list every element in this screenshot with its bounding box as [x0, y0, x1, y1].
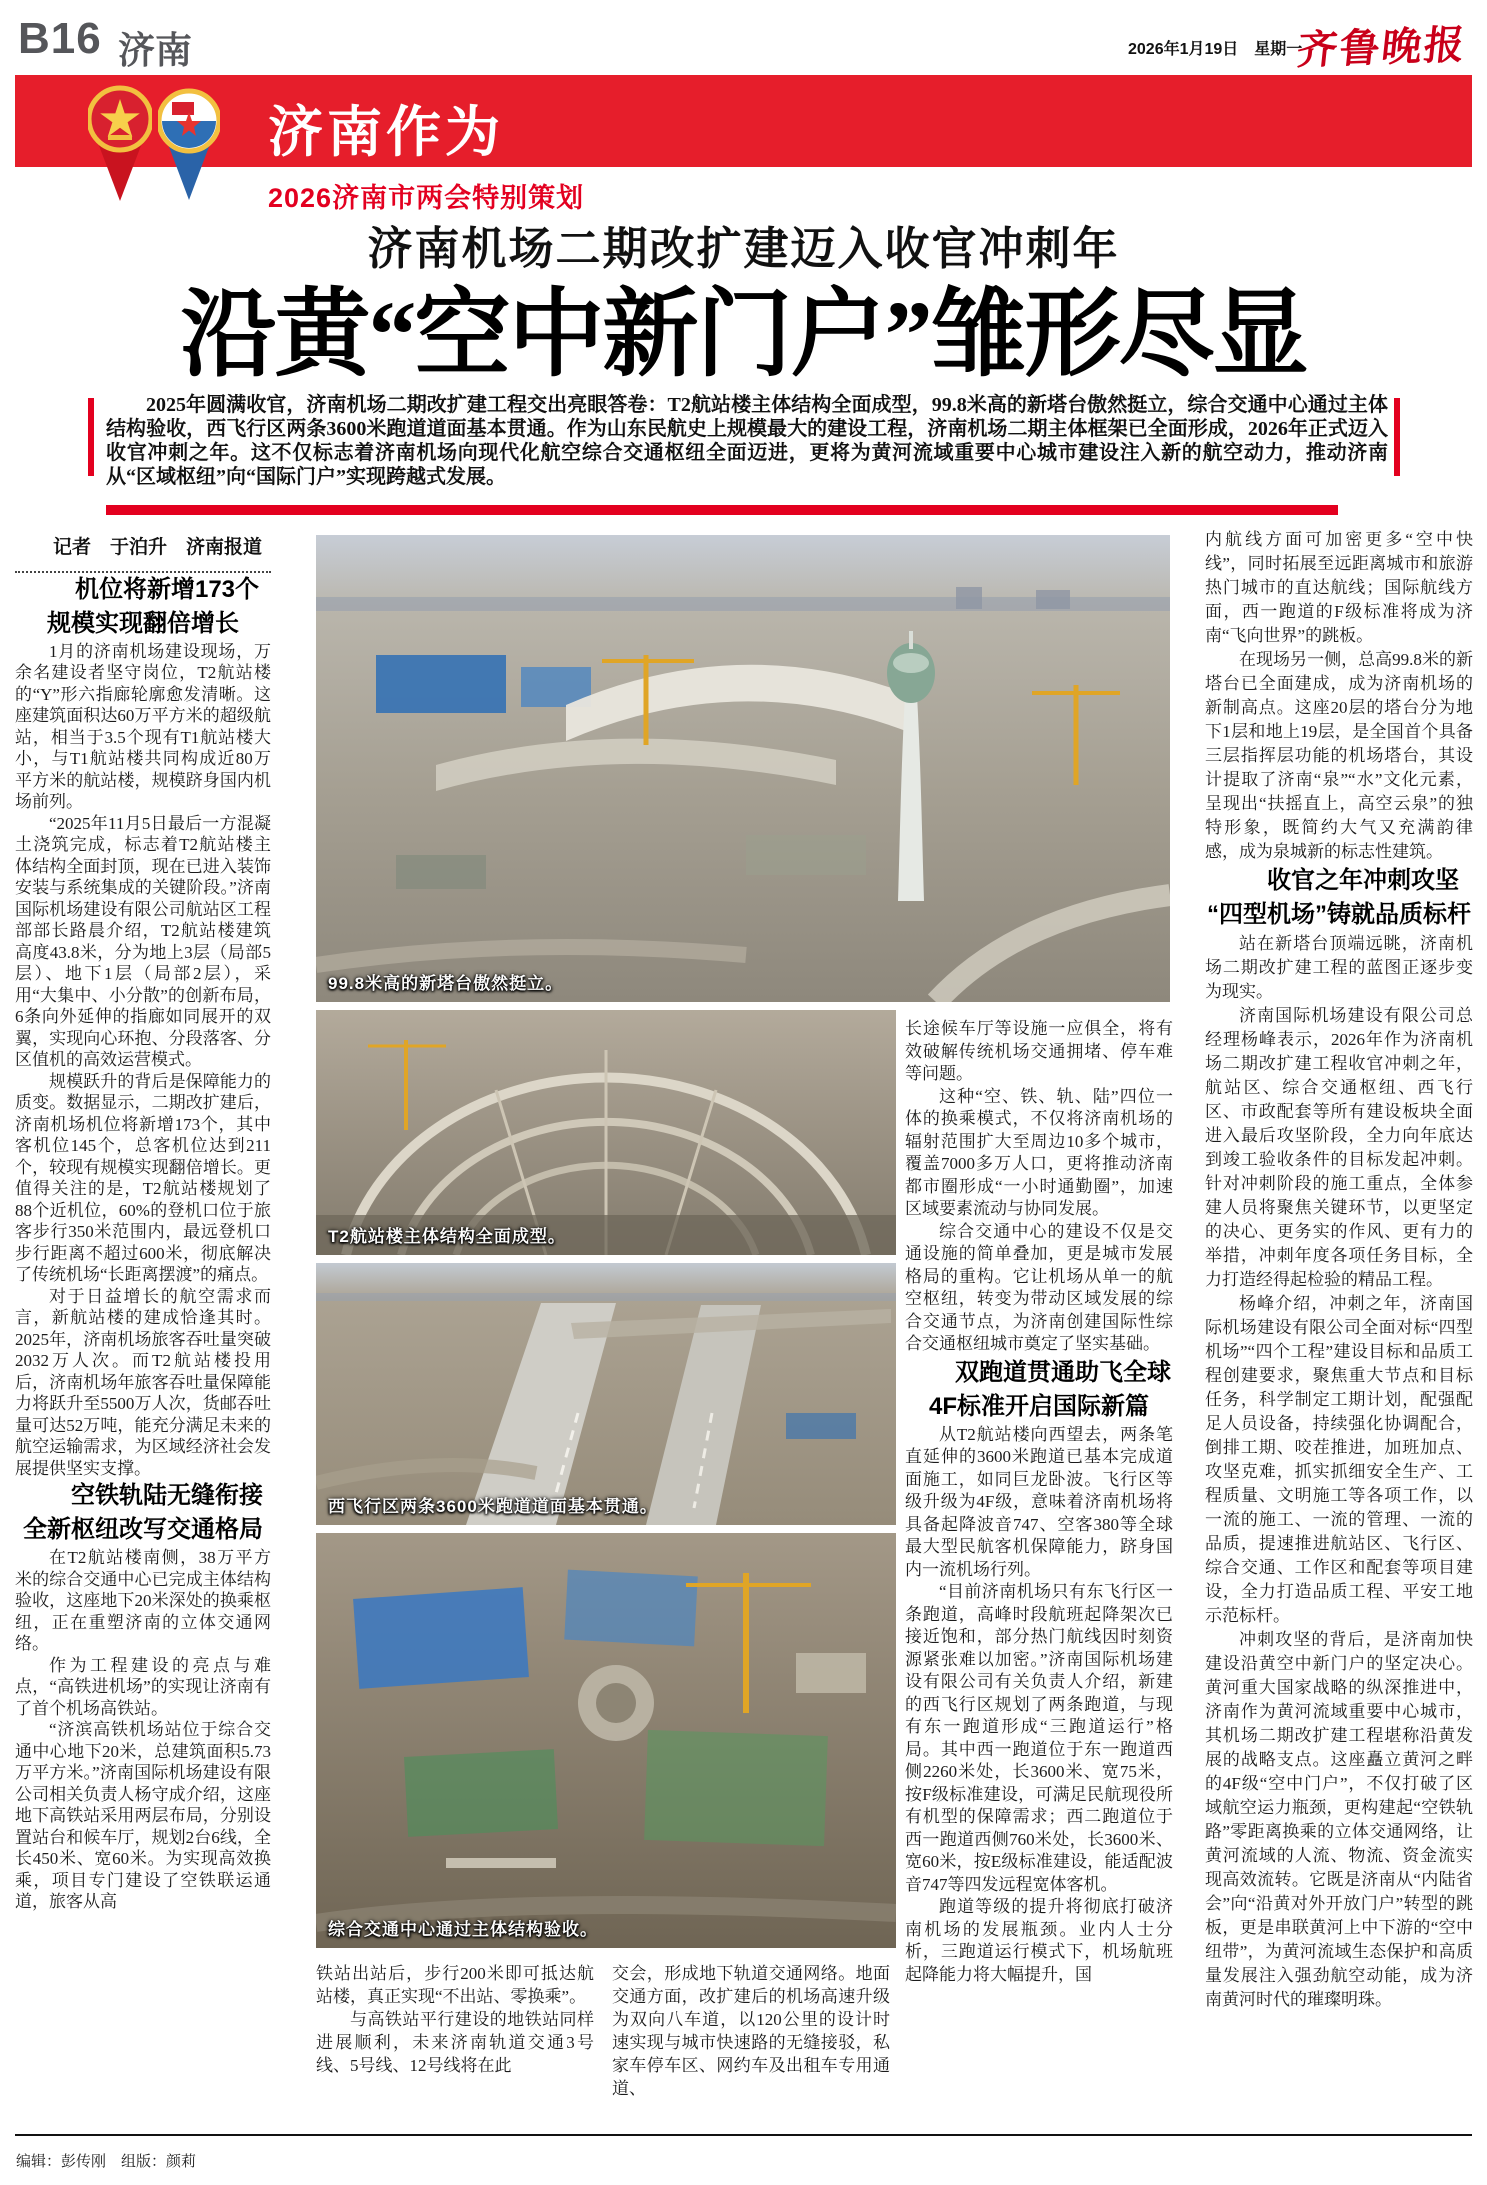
body-paragraph: 跑道等级的提升将彻底打破济南机场的发展瓶颈。业内人士分析，三跑道运行模式下，机场航班起降能力将大幅提升，国: [905, 1897, 1173, 1984]
cppcc-emblem-icon: [158, 86, 220, 202]
photo-terminal-art: [316, 1010, 896, 1255]
bottom-column-a: [316, 1962, 594, 2132]
heading-line: 全新枢纽改写交通格局: [23, 1516, 263, 1543]
main-headline: 沿黄“空中新门户”雏形尽显: [180, 281, 1307, 388]
heading-line: 规模实现翻倍增长: [47, 609, 239, 637]
lead-paragraph: 2025年圆满收官，济南机场二期改扩建工程交出亮眼答卷：T2航站楼主体结构全面成型，99.8米高的新塔台傲然挺立，综合交通中心通过主体结构验收，西飞行区两条3600米跑道道面基本贯通。作为山东民航史上规模最大的建设工程，济南机场二期主体框架已全面形成，2026年正式迈入收官冲刺之年。这不仅标志着济南机场向现代化航空综合交通枢纽全面迈进，更将为黄河流域重要中心城市建设注入新的航空动力，推动济南从“区域枢纽”向“国际门户”实现跨越式发展。: [106, 394, 1388, 488]
body-paragraph: 规模跃升的背后是保障能力的质变。数据显示，二期改扩建后，济南机场机位将新增173个，其中客机位145个，总客机位达到211个，较现有规模实现翻倍增长。更值得关注的是，T2航站楼规划了88个近机位，60%的登机口位于旅客步行350米范围内，最远登机口步行距离不超过600米，彻底解决了传统机场“长距离摆渡”的痛点。: [15, 1071, 271, 1284]
body-paragraph: 铁站出站后，步行200米即可抵达航站楼，真正实现“不出站、零换乘”。: [316, 1964, 594, 2006]
heading-line: 收官之年冲刺攻坚: [1267, 867, 1459, 894]
body-paragraph: 交会，形成地下轨道交通网络。地面交通方面，改扩建后的机场高速升级为双向八车道，以120公里的设计时速实现与城市快速路的无缝接驳，私家车停车区、网约车及出租车专用通道、: [612, 1964, 890, 2098]
photo-terminal-structure: [316, 1010, 896, 1255]
photo-caption: 综合交通中心通过主体结构验收。: [328, 1920, 598, 1939]
body-paragraph: 站在新塔台顶端远眺，济南机场二期改扩建工程的蓝图正逐步变为现实。: [1205, 934, 1473, 1001]
body-paragraph: 这种“空、铁、轨、陆”四位一体的换乘模式，不仅将济南机场的辐射范围扩大至周边10多个城市，覆盖7000多万人口，更将推动济南都市圈形成“一小时通勤圈”，加速区域要素流动与协同发展。: [905, 1086, 1173, 1218]
photo-runways: [316, 1263, 896, 1525]
photo-transport-hub: [316, 1533, 896, 1948]
photo-control-tower-art: [316, 535, 1170, 1002]
byline: 记者 于泊升 济南报道: [15, 533, 271, 573]
section-name: 济南: [118, 30, 192, 71]
body-paragraph: 在T2航站楼南侧，38万平方米的综合交通中心已完成主体结构验收，这座地下20米深处的换乘枢纽，正在重塑济南的立体交通网络。: [15, 1548, 271, 1653]
left-section-heading-1: [15, 573, 271, 641]
right-column: [1205, 528, 1473, 2132]
body-paragraph: 从T2航站楼向西望去，两条笔直延伸的3600米跑道已基本完成道面施工，如同巨龙卧波。飞行区等级升级为4F级，意味着济南机场将具备起降波音747、空客380等全球最大型民航客机保障能力，跻身国内一流机场行列。: [905, 1424, 1173, 1579]
lead-right-bar: [1394, 398, 1400, 476]
masthead-logo: 齐鲁晚报: [1294, 22, 1469, 73]
left-section-heading-2: [15, 1479, 271, 1547]
left-column: [15, 533, 271, 2131]
body-paragraph: 作为工程建设的亮点与难点，“高铁进机场”的实现让济南有了首个机场高铁站。: [15, 1655, 271, 1718]
heading-line: “四型机场”铸就品质标杆: [1207, 901, 1471, 928]
body-paragraph: “2025年11月5日最后一方混凝土浇筑完成，标志着T2航站楼主体结构全面封顶，现在已进入装饰安装与系统集成的关键阶段。”济南国际机场建设有限公司航站区工程部部长路晨介绍，T2航站楼建筑高度43.8米，分为地上3层（局部5层）、地下1层（局部2层），采用“大集中、小分散”的创新布局，6条向外延伸的指廊如同展开的双翼，实现向心环抱、分段落客、分区值机的高效运营模式。: [15, 813, 271, 1069]
body-paragraph: 在现场另一侧，总高99.8米的新塔台已全面建成，成为济南机场的新制高点。这座20层的塔台分为地下1层和地上19层，是全国首个具备三层指挥层功能的机场塔台，其设计提取了济南“泉”“水”文化元素，呈现出“扶摇直上，高空云泉”的独特形象，既简约大气又充满韵律感，成为泉城新的标志性建筑。: [1205, 650, 1473, 861]
body-paragraph: 济南国际机场建设有限公司总经理杨峰表示，2026年作为济南机场二期改扩建工程收官冲刺之年，航站区、综合交通枢纽、西飞行区、市政配套等所有建设板块全面进入最后攻坚阶段，全力向年底达到竣工验收条件的目标发起冲刺。针对冲刺阶段的施工重点，全体参建人员将聚焦关键环节，以更坚定的决心、更务实的作风、更有力的举措，冲刺年度各项任务目标，全力打造经得起检验的精品工程。: [1205, 1006, 1473, 1289]
heading-line: 机位将新增173个: [74, 575, 260, 603]
section-banner: [15, 75, 1472, 167]
national-emblem-icon: [88, 83, 152, 203]
banner-title: 济南作为: [268, 101, 505, 163]
kicker-headline: 济南机场二期改扩建迈入收官冲刺年: [367, 223, 1120, 274]
body-paragraph: “目前济南机场只有东飞行区一条跑道，高峰时段航班起降架次已接近饱和，部分热门航线因时刻资源紧张难以加密。”济南国际机场建设有限公司有关负责人介绍，新建的西飞行区规划了两条跑道，与现有东一跑道形成“三跑道运行”格局。其中西一跑道位于东一跑道西侧2260米处，长3600米、宽75米，按F级标准建设，可满足民航现役所有机型的保障需求；西二跑道位于西一跑道西侧760米处，长3600米、宽60米，按E级标准建设，能适配波音747等四发远程宽体客机。: [905, 1582, 1173, 1894]
lead-left-bar: [88, 398, 94, 476]
photo-caption: 99.8米高的新塔台傲然挺立。: [328, 974, 564, 993]
body-paragraph: 长途候车厅等设施一应俱全，将有效破解传统机场交通拥堵、停车难等问题。: [905, 1019, 1173, 1083]
right-section-heading: [1205, 864, 1473, 932]
body-paragraph: 对于日益增长的航空需求而言，新航站楼的建成恰逢其时。2025年，济南机场旅客吞吐量突破2032万人次。而T2航站楼投用后，济南机场年旅客吞吐量保障能力将跃升至5500万人次，货邮吞吐量可达52万吨，能充分满足未来的航空运输需求，为区域经济社会发展提供坚实支撑。: [15, 1286, 271, 1478]
body-paragraph: 内航线方面可加密更多“空中快线”，同时拓展至远距离城市和旅游热门城市的直达航线；国际航线方面，西一跑道的F级标准将成为济南“飞向世界”的跳板。: [1205, 530, 1473, 645]
body-paragraph: 综合交通中心的建设不仅是交通设施的简单叠加，更是城市发展格局的重构。它让机场从单一的航空枢纽，转变为带动区域发展的综合交通节点，为济南创建国际性综合交通枢纽城市奠定了坚实基础。: [905, 1221, 1173, 1353]
photo-hub-art: [316, 1533, 896, 1948]
body-paragraph: 1月的济南机场建设现场，万余名建设者坚守岗位，T2航站楼的“Y”形六指廊轮廓愈发清晰。这座建筑面积达60万平方米的超级航站，相当于3.5个现有T1航站楼大小，与T1航站楼共同构成近80万平方米的航站楼，规模跻身国内机场前列。: [15, 641, 271, 811]
special-plan-tag: 2026济南市两会特别策划: [268, 183, 585, 213]
footer-rule: [15, 2134, 1472, 2136]
red-divider-rule: [106, 505, 1338, 515]
photo-caption: 西飞行区两条3600米跑道道面基本贯通。: [328, 1497, 658, 1516]
heading-line: 双跑道贯通助飞全球: [955, 1358, 1171, 1386]
photo-control-tower: [316, 535, 1170, 1002]
middle-section-heading: [905, 1356, 1173, 1424]
body-paragraph: 与高铁站平行建设的地铁站同样进展顺利，未来济南轨道交通3号线、5号线、12号线将在此: [316, 2010, 594, 2075]
body-paragraph: “济滨高铁机场站位于综合交通中心地下20米，总建筑面积5.73万平方米。”济南国际机场建设有限公司相关负责人杨守成介绍，这座地下高铁站采用两层布局，分别设置站台和候车厅，规划2台6线，全长450米、宽60米。为实现高效换乘，项目专门建设了空铁联运通道，旅客从高: [15, 1720, 271, 1911]
bottom-column-b: [612, 1962, 890, 2132]
date-line: 2026年1月19日 星期一: [1128, 41, 1303, 58]
middle-column: [905, 1018, 1173, 2131]
heading-line: 空铁轨陆无缝衔接: [71, 1482, 263, 1509]
footer-credits: 编辑：彭传刚 组版：颜莉: [16, 2153, 197, 2170]
edition-number: B16: [18, 14, 102, 63]
heading-line: 4F标准开启国际新篇: [928, 1392, 1149, 1420]
body-paragraph: 杨峰介绍，冲刺之年，济南国际机场建设有限公司全面对标“四型机场”“四个工程”建设目标和品质工程创建要求，聚焦重大节点和目标任务，科学制定工期计划，配强配足人员设备，持续强化协调配合，倒排工期、咬茬推进，加班加点、攻坚克难，抓实抓细安全生产、工程质量、文明施工等各项工作，以一流的施工、一流的管理、一流的品质，提速推进航站区、飞行区、综合交通、工作区和配套等项目建设，全力打造品质工程、平安工地示范标杆。: [1205, 1294, 1473, 1625]
photo-runway-art: [316, 1263, 896, 1525]
body-paragraph: 冲刺攻坚的背后，是济南加快建设沿黄空中新门户的坚定决心。黄河重大国家战略的纵深推进中，济南作为黄河流域重要中心城市，其机场二期改扩建工程堪称沿黄发展的战略支点。这座矗立黄河之畔的4F级“空中门户”，不仅打破了区域航空运力瓶颈，更构建起“空铁轨路”零距离换乘的立体交通网络，让黄河流域的人流、物流、资金流实现高效流转。它既是济南从“内陆省会”向“沿黄对外开放门户”转型的跳板，更是串联黄河上中下游的“空中纽带”，为黄河流域生态保护和高质量发展注入强劲航空动能，成为济南黄河时代的璀璨明珠。: [1205, 1630, 1473, 2009]
photo-caption: T2航站楼主体结构全面成型。: [328, 1227, 566, 1246]
